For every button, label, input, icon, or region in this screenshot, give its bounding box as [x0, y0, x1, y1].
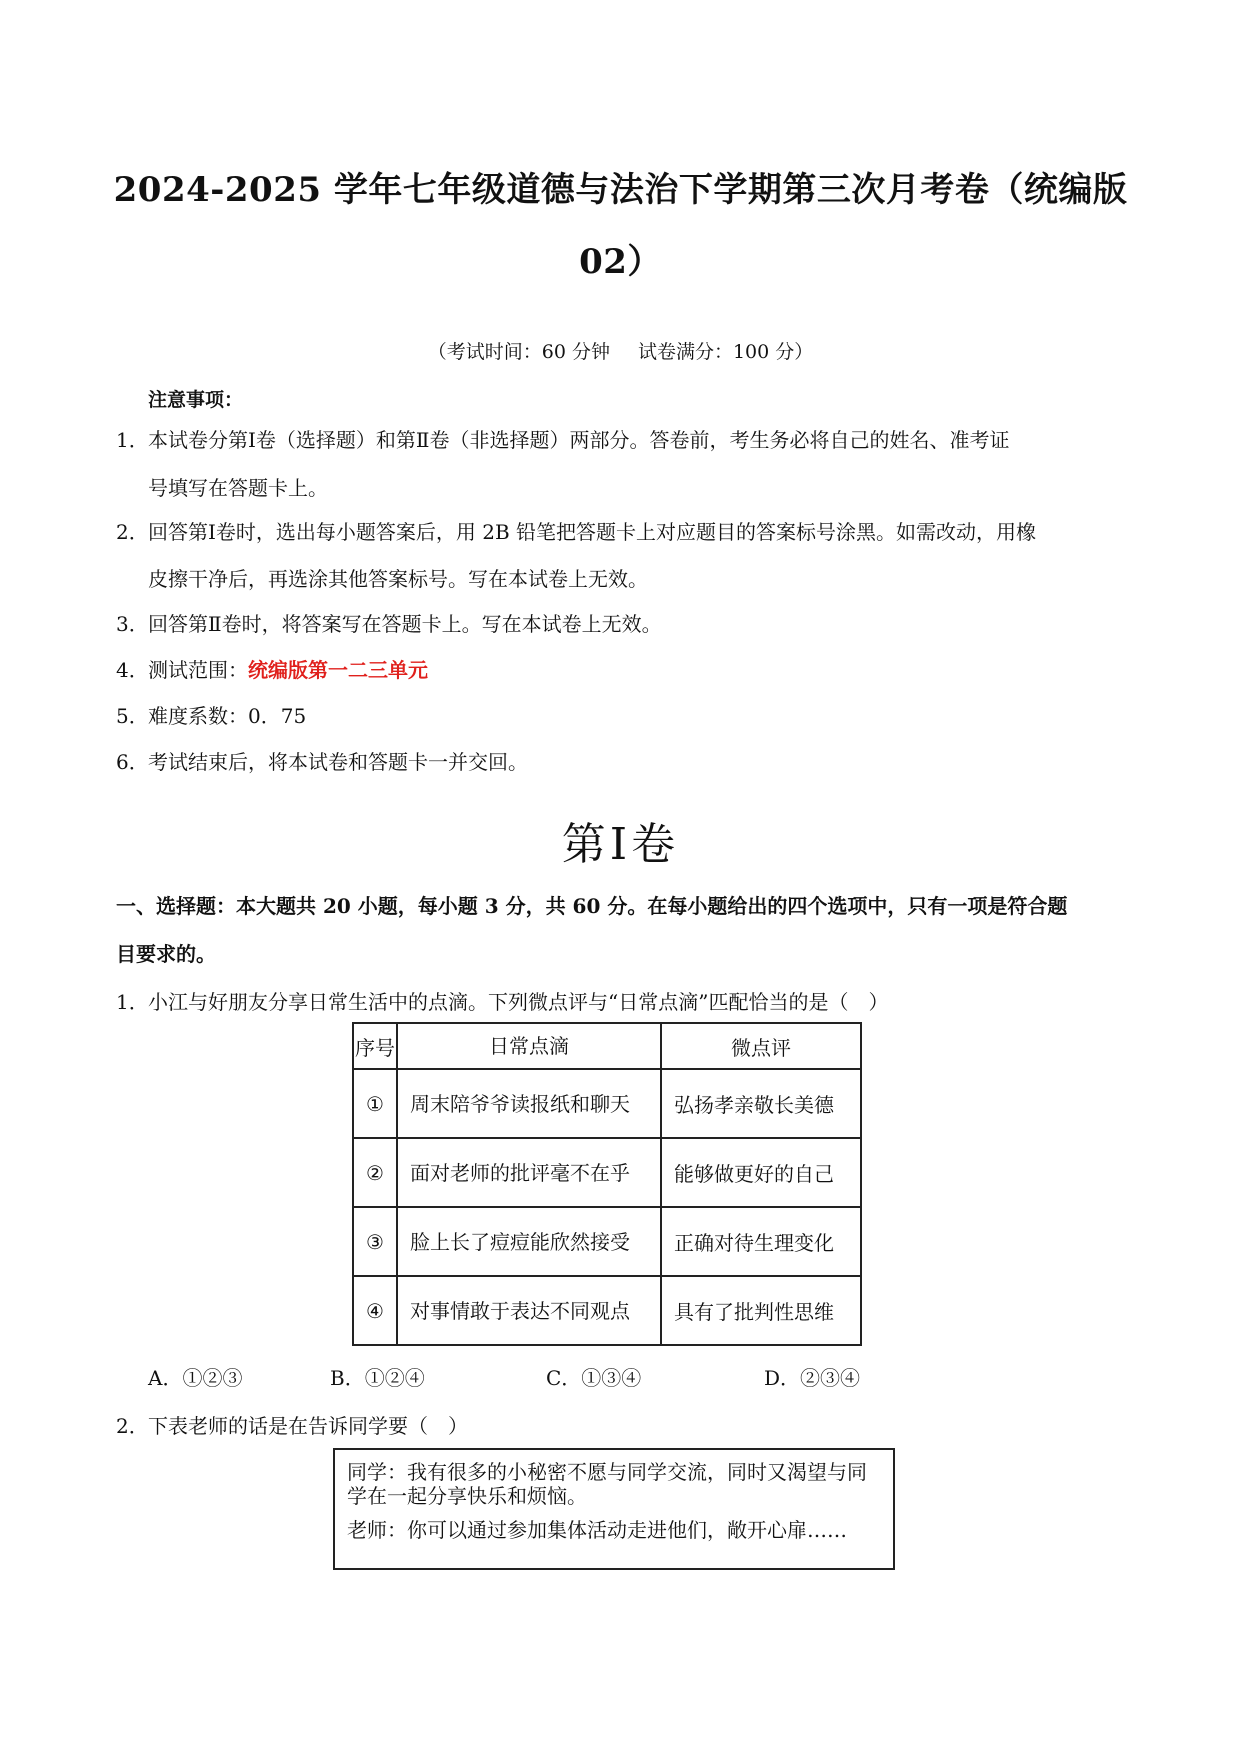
notice-item-3	[116, 612, 662, 636]
question-text: 小江与好朋友分享日常生活中的点滴。下列微点评与“日常点滴”匹配恰当的是（ ）	[148, 990, 889, 1014]
notice-item-5	[116, 704, 306, 728]
notice-number: 6．	[116, 750, 149, 774]
daily-life-table	[352, 1022, 862, 1346]
notice-item-1-continued: 号填写在答题卡上。	[148, 476, 328, 500]
notice-text: 本试卷分第Ⅰ卷（选择题）和第Ⅱ卷（非选择题）两部分。答卷前，考生务必将自己的姓名、准考证	[148, 428, 1010, 452]
exam-time: （考试时间：60 分钟	[427, 341, 610, 363]
question-text: 下表老师的话是在告诉同学要（ ）	[148, 1414, 468, 1438]
notice-text: 难度系数：0．75	[148, 704, 307, 728]
option-b: B．①②④	[330, 1366, 425, 1390]
notice-number: 5．	[116, 704, 149, 728]
notice-item-2-continued: 皮擦干净后，再选涂其他答案标号。写在本试卷上无效。	[148, 567, 648, 591]
option-c: C．①③④	[546, 1366, 642, 1390]
part-one-heading: 一、选择题：本大题共 20 小题，每小题 3 分，共 60 分。在每小题给出的四个选项中，只有一项是符合题	[116, 894, 1068, 918]
notice-item-2	[116, 520, 1036, 544]
teacher-line: 老师：你可以通过参加集体活动走进他们，敞开心扉……	[347, 1518, 847, 1542]
table-cell-comment: 能够做更好的自己	[661, 1138, 861, 1207]
table-cell-index: ②	[353, 1138, 397, 1207]
part-one-heading-continued: 目要求的。	[116, 942, 216, 966]
table-cell-comment: 具有了批判性思维	[661, 1276, 861, 1345]
notice-text: 回答第Ⅱ卷时，将答案写在答题卡上。写在本试卷上无效。	[148, 612, 662, 636]
notice-heading: 注意事项：	[148, 389, 244, 411]
table-cell-index: ③	[353, 1207, 397, 1276]
table-cell-daily: 脸上长了痘痘能欣然接受	[397, 1207, 661, 1276]
table-row	[353, 1207, 861, 1276]
question-1-stem	[116, 986, 888, 1015]
notice-text: 回答第Ⅰ卷时，选出每小题答案后，用 2B 铅笔把答题卡上对应题目的答案标号涂黑。如需改动，用橡	[148, 520, 1037, 544]
notice-item-1	[116, 428, 1010, 452]
exam-info	[0, 337, 1241, 364]
test-scope-highlight: 统编版第一二三单元	[248, 658, 428, 682]
exam-score: 试卷满分：100 分）	[637, 341, 814, 363]
table-header-cell: 微点评	[661, 1023, 861, 1069]
notice-item-4	[116, 658, 428, 682]
table-header-cell: 日常点滴	[397, 1023, 661, 1069]
table-cell-comment: 正确对待生理变化	[661, 1207, 861, 1276]
exam-title-line2: 02）	[579, 242, 662, 282]
notice-item-6	[116, 750, 528, 774]
question-number: 2．	[116, 1414, 149, 1438]
table-header-row	[353, 1023, 861, 1069]
table-row	[353, 1276, 861, 1345]
table-row	[353, 1138, 861, 1207]
option-a: A．①②③	[148, 1366, 243, 1390]
table-cell-index: ①	[353, 1069, 397, 1138]
table-row	[353, 1069, 861, 1138]
question-2-stem	[116, 1410, 468, 1439]
notice-number: 3．	[116, 612, 149, 636]
table-cell-daily: 周末陪爷爷读报纸和聊天	[397, 1069, 661, 1138]
option-d: D．②③④	[764, 1366, 861, 1390]
question-number: 1．	[116, 990, 149, 1014]
table-cell-index: ④	[353, 1276, 397, 1345]
notice-text: 测试范围：	[148, 658, 248, 682]
dialog-box	[333, 1448, 895, 1570]
notice-number: 2．	[116, 520, 149, 544]
student-line: 同学：我有很多的小秘密不愿与同学交流，同时又渴望与同学在一起分享快乐和烦恼。	[347, 1460, 867, 1508]
table-cell-daily: 对事情敢于表达不同观点	[397, 1276, 661, 1345]
section-title: 第Ⅰ卷	[561, 819, 680, 870]
table-cell-daily: 面对老师的批评毫不在乎	[397, 1138, 661, 1207]
table-header-cell: 序号	[353, 1023, 397, 1069]
table-cell-comment: 弘扬孝亲敬长美德	[661, 1069, 861, 1138]
notice-number: 4．	[116, 658, 149, 682]
exam-title-line1: 2024-2025 学年七年级道德与法治下学期第三次月考卷（统编版	[113, 170, 1128, 210]
notice-text: 考试结束后，将本试卷和答题卡一并交回。	[148, 750, 528, 774]
notice-number: 1．	[116, 428, 149, 452]
